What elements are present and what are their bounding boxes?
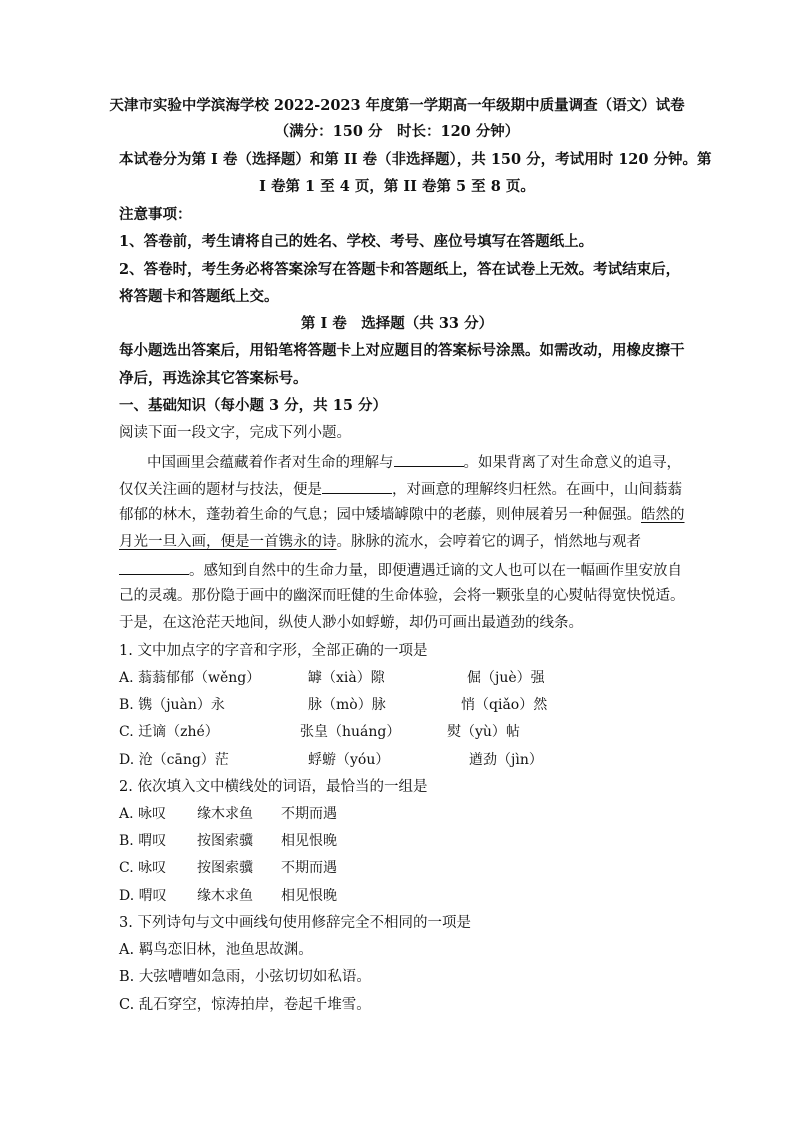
q2-option-a-word-2: 缘木求鱼 bbox=[197, 806, 253, 822]
notes-item-2-line-2: 将答题卡和答题纸上交。 bbox=[119, 288, 279, 305]
q1-option-b: B. 镌（juàn）永 bbox=[119, 697, 225, 713]
q2-option-c-word-2: 按图索骥 bbox=[197, 860, 253, 876]
q1-option-a-word-3: 倔（juè）强 bbox=[467, 670, 545, 686]
part1-instruction-line-1: 每小题选出答案后，用铅笔将答题卡上对应题目的答案标号涂黑。如需改动，用橡皮擦干 bbox=[119, 342, 685, 359]
passage-text: 郁郁的林木，蓬勃着生命的气息；园中矮墙罅隙中的老藤，则伸展着另一种倔强。 bbox=[119, 507, 641, 523]
passage-line-1 bbox=[147, 451, 681, 473]
passage-line-6: 己的灵魂。那份隐于画中的幽深而旺健的生命体验，会将一颗张皇的心熨帖得宽快悦适。 bbox=[119, 588, 685, 604]
question-1-stem: 1. 文中加点字的字音和字形，全部正确的一项是 bbox=[119, 643, 428, 659]
q1-option-a: A. 蓊蓊郁郁（wěng） bbox=[119, 670, 261, 686]
passage-line-5 bbox=[119, 559, 682, 581]
q1-option-c-word-3: 熨（yù）帖 bbox=[447, 724, 520, 740]
underlined-sentence: 月光一旦入画，便是一首镌永的诗 bbox=[119, 534, 337, 550]
q2-option-b-word-3: 相见恨晚 bbox=[281, 833, 337, 849]
q1-option-d: D. 沧（cāng）茫 bbox=[119, 752, 229, 768]
notes-item-2-line-1: 2、答卷时，考生务必将答案涂写在答题卡和答题纸上，答在试卷上无效。考试结束后， bbox=[119, 261, 681, 278]
exam-subtitle: （满分：150 分 时长：120 分钟） bbox=[274, 123, 520, 140]
intro-line-2: I 卷第 1 至 4 页，第 II 卷第 5 至 8 页。 bbox=[259, 178, 535, 195]
q2-option-a-word-3: 不期而遇 bbox=[281, 806, 337, 822]
q2-option-c-word-3: 不期而遇 bbox=[281, 860, 337, 876]
intro-line-1: 本试卷分为第 I 卷（选择题）和第 II 卷（非选择题），共 150 分，考试用时 120 分钟。第 bbox=[119, 151, 712, 168]
passage-text: 。如果背离了对生命意义的追寻， bbox=[463, 455, 681, 471]
q1-option-c-word-2: 张皇（huáng） bbox=[300, 724, 401, 740]
q1-option-c: C. 迁谪（zhé） bbox=[119, 724, 219, 740]
passage-text: ，对画意的理解终归枉然。在画中，山间蓊蓊 bbox=[392, 482, 682, 498]
part1-instruction-line-2: 净后，再选涂其它答案标号。 bbox=[119, 370, 308, 387]
passage-line-2 bbox=[119, 478, 682, 500]
passage-text: 。感知到自然中的生命力量，即便遭遇迁谪的文人也可以在一幅画作里安放自 bbox=[189, 563, 682, 579]
passage-line-7: 于是，在这沧茫天地间，纵使人渺小如蜉蝣，却仍可画出最遒劲的线条。 bbox=[119, 615, 583, 631]
question-2-stem: 2. 依次填入文中横线处的词语，最恰当的一组是 bbox=[119, 779, 428, 795]
q2-option-a: A. 咏叹 bbox=[119, 806, 167, 822]
exam-title: 天津市实验中学滨海学校 2022-2023 年度第一学期高一年级期中质量调查（语文）试卷 bbox=[109, 97, 685, 114]
q2-option-b-word-2: 按图索骥 bbox=[197, 833, 253, 849]
answer-blank-1 bbox=[394, 451, 464, 467]
part1-title: 第 I 卷 选择题（共 33 分） bbox=[300, 315, 494, 332]
passage-line-4 bbox=[119, 532, 641, 552]
q2-option-d: D. 喟叹 bbox=[119, 888, 167, 904]
passage-line-3 bbox=[119, 505, 685, 525]
q2-option-d-word-3: 相见恨晚 bbox=[281, 888, 337, 904]
q1-option-a-word-2: 罅（xià）隙 bbox=[308, 670, 385, 686]
notes-heading: 注意事项： bbox=[119, 206, 192, 223]
q1-option-b-word-2: 脉（mò）脉 bbox=[308, 697, 386, 713]
q2-option-b: B. 喟叹 bbox=[119, 833, 167, 849]
passage-text: 中国画里会蕴藏着作者对生命的理解与 bbox=[147, 455, 394, 471]
passage-text: 。脉脉的流水，会哼着它的调子，悄然地与观者 bbox=[336, 534, 641, 550]
underlined-sentence: 皓然的 bbox=[641, 507, 685, 523]
q3-option-c: C. 乱石穿空，惊涛拍岸，卷起千堆雪。 bbox=[119, 997, 371, 1013]
section1-heading: 一、基础知识（每小题 3 分，共 15 分） bbox=[119, 397, 387, 414]
notes-item-1: 1、答卷前，考生请将自己的姓名、学校、考号、座位号填写在答题纸上。 bbox=[119, 233, 594, 250]
q2-option-c: C. 咏叹 bbox=[119, 860, 167, 876]
section1-lead: 阅读下面一段文字，完成下列小题。 bbox=[119, 425, 351, 441]
q1-option-b-word-3: 悄（qiǎo）然 bbox=[461, 697, 548, 713]
answer-blank-2 bbox=[322, 478, 392, 494]
question-3-stem: 3. 下列诗句与文中画线句使用修辞完全不相同的一项是 bbox=[119, 915, 471, 931]
q2-option-d-word-2: 缘木求鱼 bbox=[197, 888, 253, 904]
q1-option-d-word-3: 遒劲（jìn） bbox=[469, 752, 543, 768]
q3-option-a: A. 羁鸟恋旧林，池鱼思故渊。 bbox=[119, 942, 313, 958]
q1-option-d-word-2: 蜉蝣（yóu） bbox=[308, 752, 390, 768]
passage-text: 仅仅关注画的题材与技法，便是 bbox=[119, 482, 322, 498]
q3-option-b: B. 大弦嘈嘈如急雨，小弦切切如私语。 bbox=[119, 969, 371, 985]
answer-blank-3 bbox=[119, 559, 189, 575]
